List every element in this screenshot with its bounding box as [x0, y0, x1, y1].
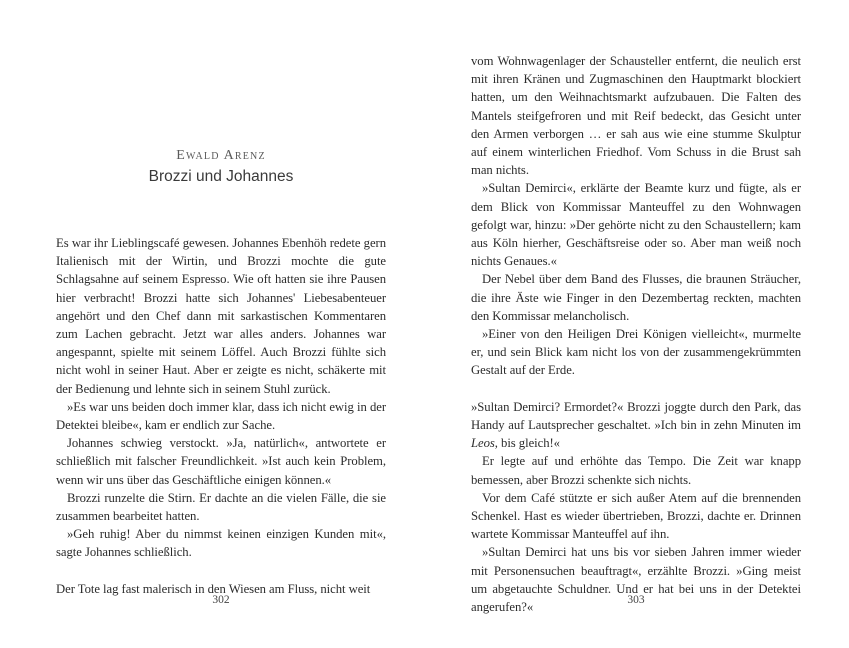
paragraph: »Sultan Demirci«, erklärte der Beamte kurz und fügte, als er dem Blick von Kommissar Manteuffel zu den Wohnwagen gefolgt war, hinzu: »Der gehörte nicht zu den Schaustellern; kam aus Köln hierher, Geschäftsreise oder so. Aber man weiß noch nichts Genaues.« — [471, 181, 801, 269]
paragraph: vom Wohnwagenlager der Schausteller entfernt, die neulich erst mit ihren Kränen und Zugmaschinen den Hauptmarkt blockiert hatten, um den Weihnachtsmarkt aufzubauen. Die Falten des Mantels steifgefroren und mit Reif bedeckt, das Gesicht unter den Armen verborgen … er sah aus wie eine stumme Skulptur auf einem winterlichen Friedhof. Vom Schuss in die Brust sah man nichts. — [471, 54, 801, 178]
paragraph — [471, 398, 801, 453]
left-page — [56, 0, 386, 648]
paragraph: Der Nebel über dem Band des Flusses, die braunen Sträucher, die ihre Äste wie Finger in den Dezembertag reckten, machten den Kommissar melancholisch. — [471, 272, 801, 323]
paragraph: »Geh ruhig! Aber du nimmst keinen einzigen Kunden mit«, sagte Johannes schließlich. — [56, 527, 386, 560]
paragraph: »Einer von den Heiligen Drei Königen vielleicht«, murmelte er, und sein Blick kam nicht los von der zusammengekrümmten Gestalt auf der Erde. — [471, 327, 801, 378]
paragraph-text: , bis gleich!« — [494, 436, 560, 451]
chapter-author: Ewald Arenz — [176, 148, 266, 163]
paragraph: Er legte auf und erhöhte das Tempo. Die Zeit war knapp bemessen, aber Brozzi schenkte sich nichts. — [471, 454, 801, 487]
paragraph: »Es war uns beiden doch immer klar, dass ich nicht ewig in der Detektei bleibe«, kam er endlich zur Sache. — [56, 399, 386, 433]
page-number: 302 — [212, 594, 230, 606]
right-body-text — [471, 52, 801, 616]
cafe-name: Leos — [471, 436, 495, 451]
chapter-heading — [56, 147, 386, 187]
paragraph: Es war ihr Lieblingscafé gewesen. Johannes Ebenhöh redete gern Italienisch mit der Wirtin, und Brozzi mochte die gute Schlagsahne auf seinem Espresso. Wie oft hatten sie ihre Pausen hier verbracht! Brozzi hatte sich Johannes' Liebesabenteuer angehört und den Chef dann mit sarkastischen Kommentaren zum Lachen gebracht. Jetzt war alles anders. Johannes war angespannt, spielte mit seinem Löffel. Auch Brozzi fühlte sich nicht wohl in seiner Haut. Aber er zeigte es nicht, schäkerte mit der Bedienung und lehnte sich in seinem Stuhl zurück. — [56, 236, 386, 396]
paragraph: »Sultan Demirci hat uns bis vor sieben Jahren immer wieder mit Personensuchen beauftragt«, erzählte Brozzi. »Ging meist um abgetauchte Schuldner. Und er hat bei uns in der Detektei angerufen?« — [471, 545, 801, 615]
paragraph: Brozzi runzelte die Stirn. Er dachte an die vielen Fälle, die sie zusammen bearbeitet hatten. — [56, 490, 386, 524]
page-number: 303 — [627, 594, 645, 606]
paragraph-text: »Sultan Demirci? Ermordet?« Brozzi joggte durch den Park, das Handy auf Lautsprecher geschaltet. »Ich bin in zehn Minuten im — [471, 399, 801, 433]
paragraph: Johannes schwieg verstockt. »Ja, natürlich«, antwortete er schließlich mit falscher Freundlichkeit. »Ist auch kein Problem, wenn wir uns über das Geschäftliche einigen können.« — [56, 436, 386, 487]
paragraph: Vor dem Café stützte er sich außer Atem auf die brennenden Schenkel. Hast es wieder übertrieben, Brozzi, dachte er. Drinnen wartete Kommissar Manteuffel auf ihn. — [471, 490, 801, 542]
right-page — [471, 0, 801, 648]
left-body-text — [56, 234, 386, 598]
paragraph: Der Tote lag fast malerisch in den Wiesen am Fluss, nicht weit — [56, 581, 371, 596]
chapter-title: Brozzi und Johannes — [148, 168, 294, 185]
